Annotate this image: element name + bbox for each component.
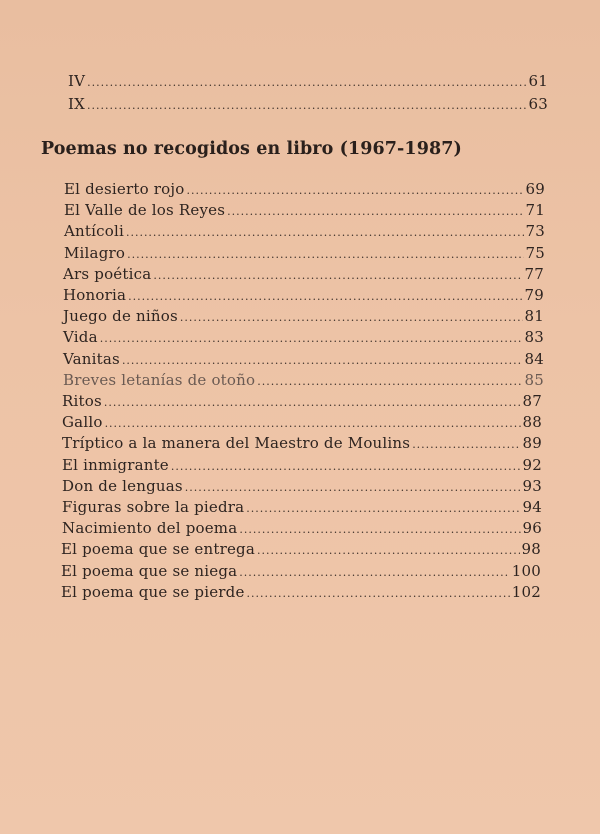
toc-leader-dots <box>239 523 520 536</box>
toc-entry-title: El poema que se entrega <box>61 540 255 559</box>
toc-entry <box>63 350 544 372</box>
toc-entry-title: Vida <box>63 328 98 347</box>
toc-leader-dots <box>246 502 520 515</box>
toc-leader-dots <box>100 332 523 345</box>
toc-entry-page: 61 <box>528 72 548 90</box>
toc-entry-page: 94 <box>522 498 542 516</box>
toc-entry-page: 92 <box>522 455 542 474</box>
toc-entry-title: Ritos <box>62 392 102 410</box>
toc-entry-title: Don de lenguas <box>62 476 183 495</box>
toc-entry-page: 85 <box>524 370 544 389</box>
toc-leader-dots <box>257 375 522 388</box>
toc-entry <box>62 477 542 499</box>
toc-entry-page: 73 <box>525 222 545 241</box>
toc-leader-dots <box>171 460 521 473</box>
toc-entry-title: El Valle de los Reyes <box>64 201 226 220</box>
toc-entry <box>62 434 542 456</box>
toc-entry <box>64 201 545 223</box>
toc-entry-page: 79 <box>524 286 544 304</box>
toc-leader-dots <box>104 396 521 409</box>
toc-leader-dots <box>122 354 523 367</box>
toc-entry-title: Breves letanías de otoño <box>63 370 256 389</box>
toc-entry-page: 71 <box>525 201 545 220</box>
toc-entry-page: 96 <box>522 519 542 538</box>
toc-entry <box>64 222 545 244</box>
toc-entry-page: 98 <box>521 540 541 559</box>
toc-entry-page: 100 <box>511 561 541 580</box>
toc-entry-page: 69 <box>525 180 545 198</box>
toc-entry <box>61 540 541 562</box>
toc-leader-dots <box>257 544 520 557</box>
toc-entry-title: El poema que se pierde <box>61 582 245 601</box>
toc-entry-page: 88 <box>522 413 542 432</box>
toc-entry-page: 102 <box>511 582 541 601</box>
toc-entry <box>62 413 542 435</box>
toc-entry-title: IV <box>68 72 86 90</box>
toc-entry <box>63 265 544 287</box>
toc-entry <box>62 456 542 478</box>
toc-entry-page: 84 <box>524 349 544 368</box>
toc-entry <box>62 392 542 414</box>
toc-leader-dots <box>87 99 526 112</box>
toc-leader-dots <box>412 438 520 451</box>
toc-entry-page: 75 <box>525 243 545 262</box>
toc-entry-page: 83 <box>524 328 544 347</box>
toc-entry <box>61 562 541 584</box>
toc-leader-dots <box>180 311 523 324</box>
toc-entry-page: 87 <box>522 392 542 410</box>
toc-entry-title: Vanitas <box>63 349 120 368</box>
toc-entry <box>61 583 541 605</box>
toc-entry-page: 77 <box>524 264 544 283</box>
toc-entry-title: Gallo <box>62 413 103 432</box>
toc-entry <box>64 180 545 202</box>
toc-entry <box>62 519 542 541</box>
toc-entry-title: IX <box>68 95 86 113</box>
toc-leader-dots <box>227 205 523 218</box>
toc-entry-page: 63 <box>528 95 548 113</box>
toc-leader-dots <box>153 269 522 282</box>
toc-entry <box>63 307 544 329</box>
toc-entry-title: El desierto rojo <box>64 180 185 198</box>
toc-entry-title: Milagro <box>64 243 126 262</box>
toc-entry <box>63 371 544 393</box>
toc-entry <box>63 286 544 308</box>
toc-entry-title: Tríptico a la manera del Maestro de Moulins <box>62 434 411 453</box>
toc-leader-dots <box>87 76 526 89</box>
toc-entry-title: Honoria <box>63 286 127 304</box>
toc-leader-dots <box>185 481 521 494</box>
toc-leader-dots <box>128 290 522 303</box>
toc-entry <box>62 498 542 520</box>
toc-entry-title: Ars poética <box>63 264 152 283</box>
toc-leader-dots <box>247 587 510 600</box>
toc-entry <box>68 95 548 117</box>
toc-entry-title: Figuras sobre la piedra <box>62 498 245 516</box>
toc-entry <box>63 328 544 350</box>
toc-entry <box>68 72 548 94</box>
toc-leader-dots <box>126 226 524 239</box>
toc-leader-dots <box>239 566 509 579</box>
toc-entry-page: 81 <box>524 307 544 326</box>
toc-entry <box>64 244 545 266</box>
toc-entry-title: El poema que se niega <box>61 561 238 580</box>
toc-leader-dots <box>186 184 523 197</box>
toc-leader-dots <box>105 417 521 430</box>
toc-entry-page: 89 <box>522 434 542 453</box>
toc-entry-title: Antícoli <box>64 222 124 241</box>
toc-leader-dots <box>127 248 523 261</box>
toc-entry-title: El inmigrante <box>62 455 169 474</box>
section-heading: Poemas no recogidos en libro (1967-1987) <box>41 139 462 159</box>
toc-entry-page: 93 <box>522 476 542 495</box>
toc-entry-title: Juego de niños <box>63 307 178 326</box>
toc-entry-title: Nacimiento del poema <box>62 519 238 538</box>
